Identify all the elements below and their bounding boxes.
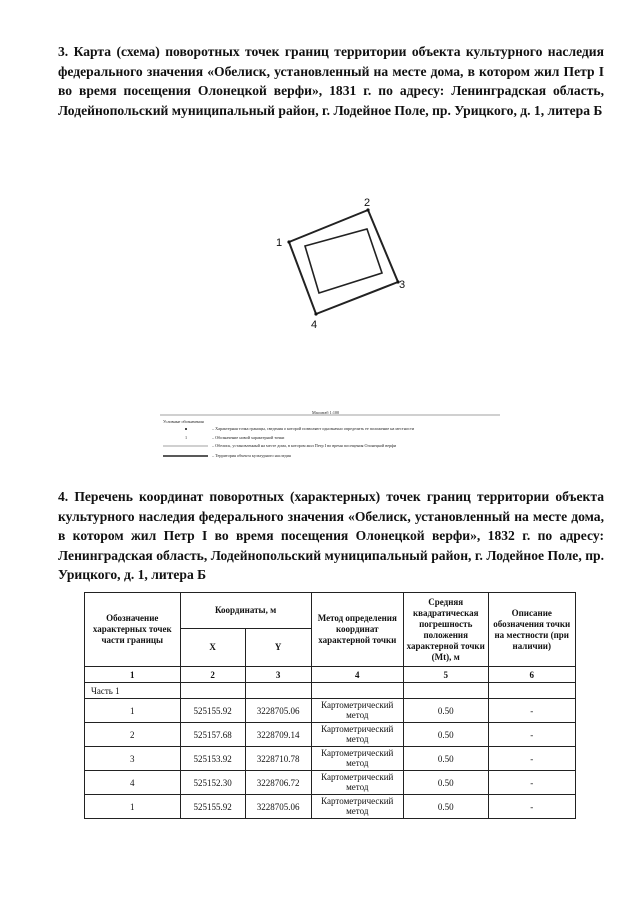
cell-y: 3228710.78 [245,747,311,771]
coordinates-table [84,592,576,819]
table-row [85,795,576,819]
col-number: 5 [403,667,488,683]
legend-title: Условные обозначения [163,419,204,424]
cell-method: Картометрический метод [311,699,403,723]
legend-point-icon [185,428,187,430]
cell-description: - [488,723,575,747]
table-row [85,723,576,747]
section-3-heading: 3. Карта (схема) поворотных точек границ территории объекта культурного наследия федерального значения «Обелиск, установленный на месте дома, в котором жил Петр I во время посещения Олонецкой верфи», 1831 г. по адресу: Ленинградская область, Лодейнопольский муниципальный район, г. Лодейное Поле, пр. Урицкого, д. 1, литера Б [58,44,604,118]
table-row [85,771,576,795]
col-number: 6 [488,667,575,683]
legend-item-new-point: – Обозначение новой характерной точки [212,435,285,440]
header-description: Описание обозначения точки на местности (при наличии) [488,593,575,667]
point-marker-1 [287,240,290,243]
cell-error: 0.50 [403,747,488,771]
cell-method: Картометрический метод [311,771,403,795]
cell-y: 3228709.14 [245,723,311,747]
cell-x: 525155.92 [180,699,245,723]
cell-x: 525153.92 [180,747,245,771]
part-label: Часть 1 [85,683,181,699]
cell-point: 4 [85,771,181,795]
map-scale: Масштаб 1:100 [312,410,340,415]
cell-point: 1 [85,795,181,819]
legend-item-obelisk: – Обелиск, установленный на месте дома, в котором жил Петр I во время посещения Олонецкой верфи [212,443,397,448]
point-label-2: 2 [364,197,371,209]
header-designation: Обозначение характерных точек части границы [85,593,181,667]
point-marker-4 [314,312,317,315]
cell-error: 0.50 [403,699,488,723]
empty-cell [245,683,311,699]
cell-x: 525157.68 [180,723,245,747]
cell-method: Картометрический метод [311,747,403,771]
cell-description: - [488,747,575,771]
territory-boundary [289,210,398,314]
cell-method: Картометрический метод [311,795,403,819]
empty-cell [311,683,403,699]
header-x: X [180,629,245,667]
section-4-heading: 4. Перечень координат поворотных (характерных) точек границ территории объекта культурного наследия федерального значения «Обелиск, установленный на месте дома, в котором жил Петр I во время посещения Олонецкой верфи», 1832 г. по адресу: Ленинградская область, Лодейнопольский муниципальный район, г. Лодейное Поле, пр. Урицкого, д. 1, литера Б [58,489,604,582]
cell-description: - [488,795,575,819]
legend-item-territory: – Территория объекта культурного наследия [212,453,291,458]
header-y: Y [245,629,311,667]
legend-item-point: – Характерная точка границы, сведения о которой позволяют однозначно определить ее положение на местности [212,426,415,431]
header-error: Средняя квадратическая погрешность положения характерной точки (Mt), м [403,593,488,667]
cell-error: 0.50 [403,771,488,795]
cell-y: 3228706.72 [245,771,311,795]
table-row [85,699,576,723]
empty-cell [488,683,575,699]
point-label-1: 1 [276,237,283,249]
cell-x: 525152.30 [180,771,245,795]
cell-x: 525155.92 [180,795,245,819]
col-number: 1 [85,667,181,683]
cell-point: 3 [85,747,181,771]
legend-symbol-new-point: 1 [185,435,188,440]
point-label-3: 3 [399,279,406,291]
cell-description: - [488,699,575,723]
col-number: 2 [180,667,245,683]
col-number: 4 [311,667,403,683]
header-coordinates: Координаты, м [180,593,311,629]
cell-y: 3228705.06 [245,795,311,819]
cell-y: 3228705.06 [245,699,311,723]
cell-point: 2 [85,723,181,747]
empty-cell [403,683,488,699]
obelisk-outline [305,229,382,293]
cell-description: - [488,771,575,795]
table-row [85,747,576,771]
cell-error: 0.50 [403,795,488,819]
cell-point: 1 [85,699,181,723]
cell-method: Картометрический метод [311,723,403,747]
cell-error: 0.50 [403,723,488,747]
empty-cell [180,683,245,699]
point-label-4: 4 [311,319,318,331]
col-number: 3 [245,667,311,683]
header-method: Метод определения координат характерной точки [311,593,403,667]
